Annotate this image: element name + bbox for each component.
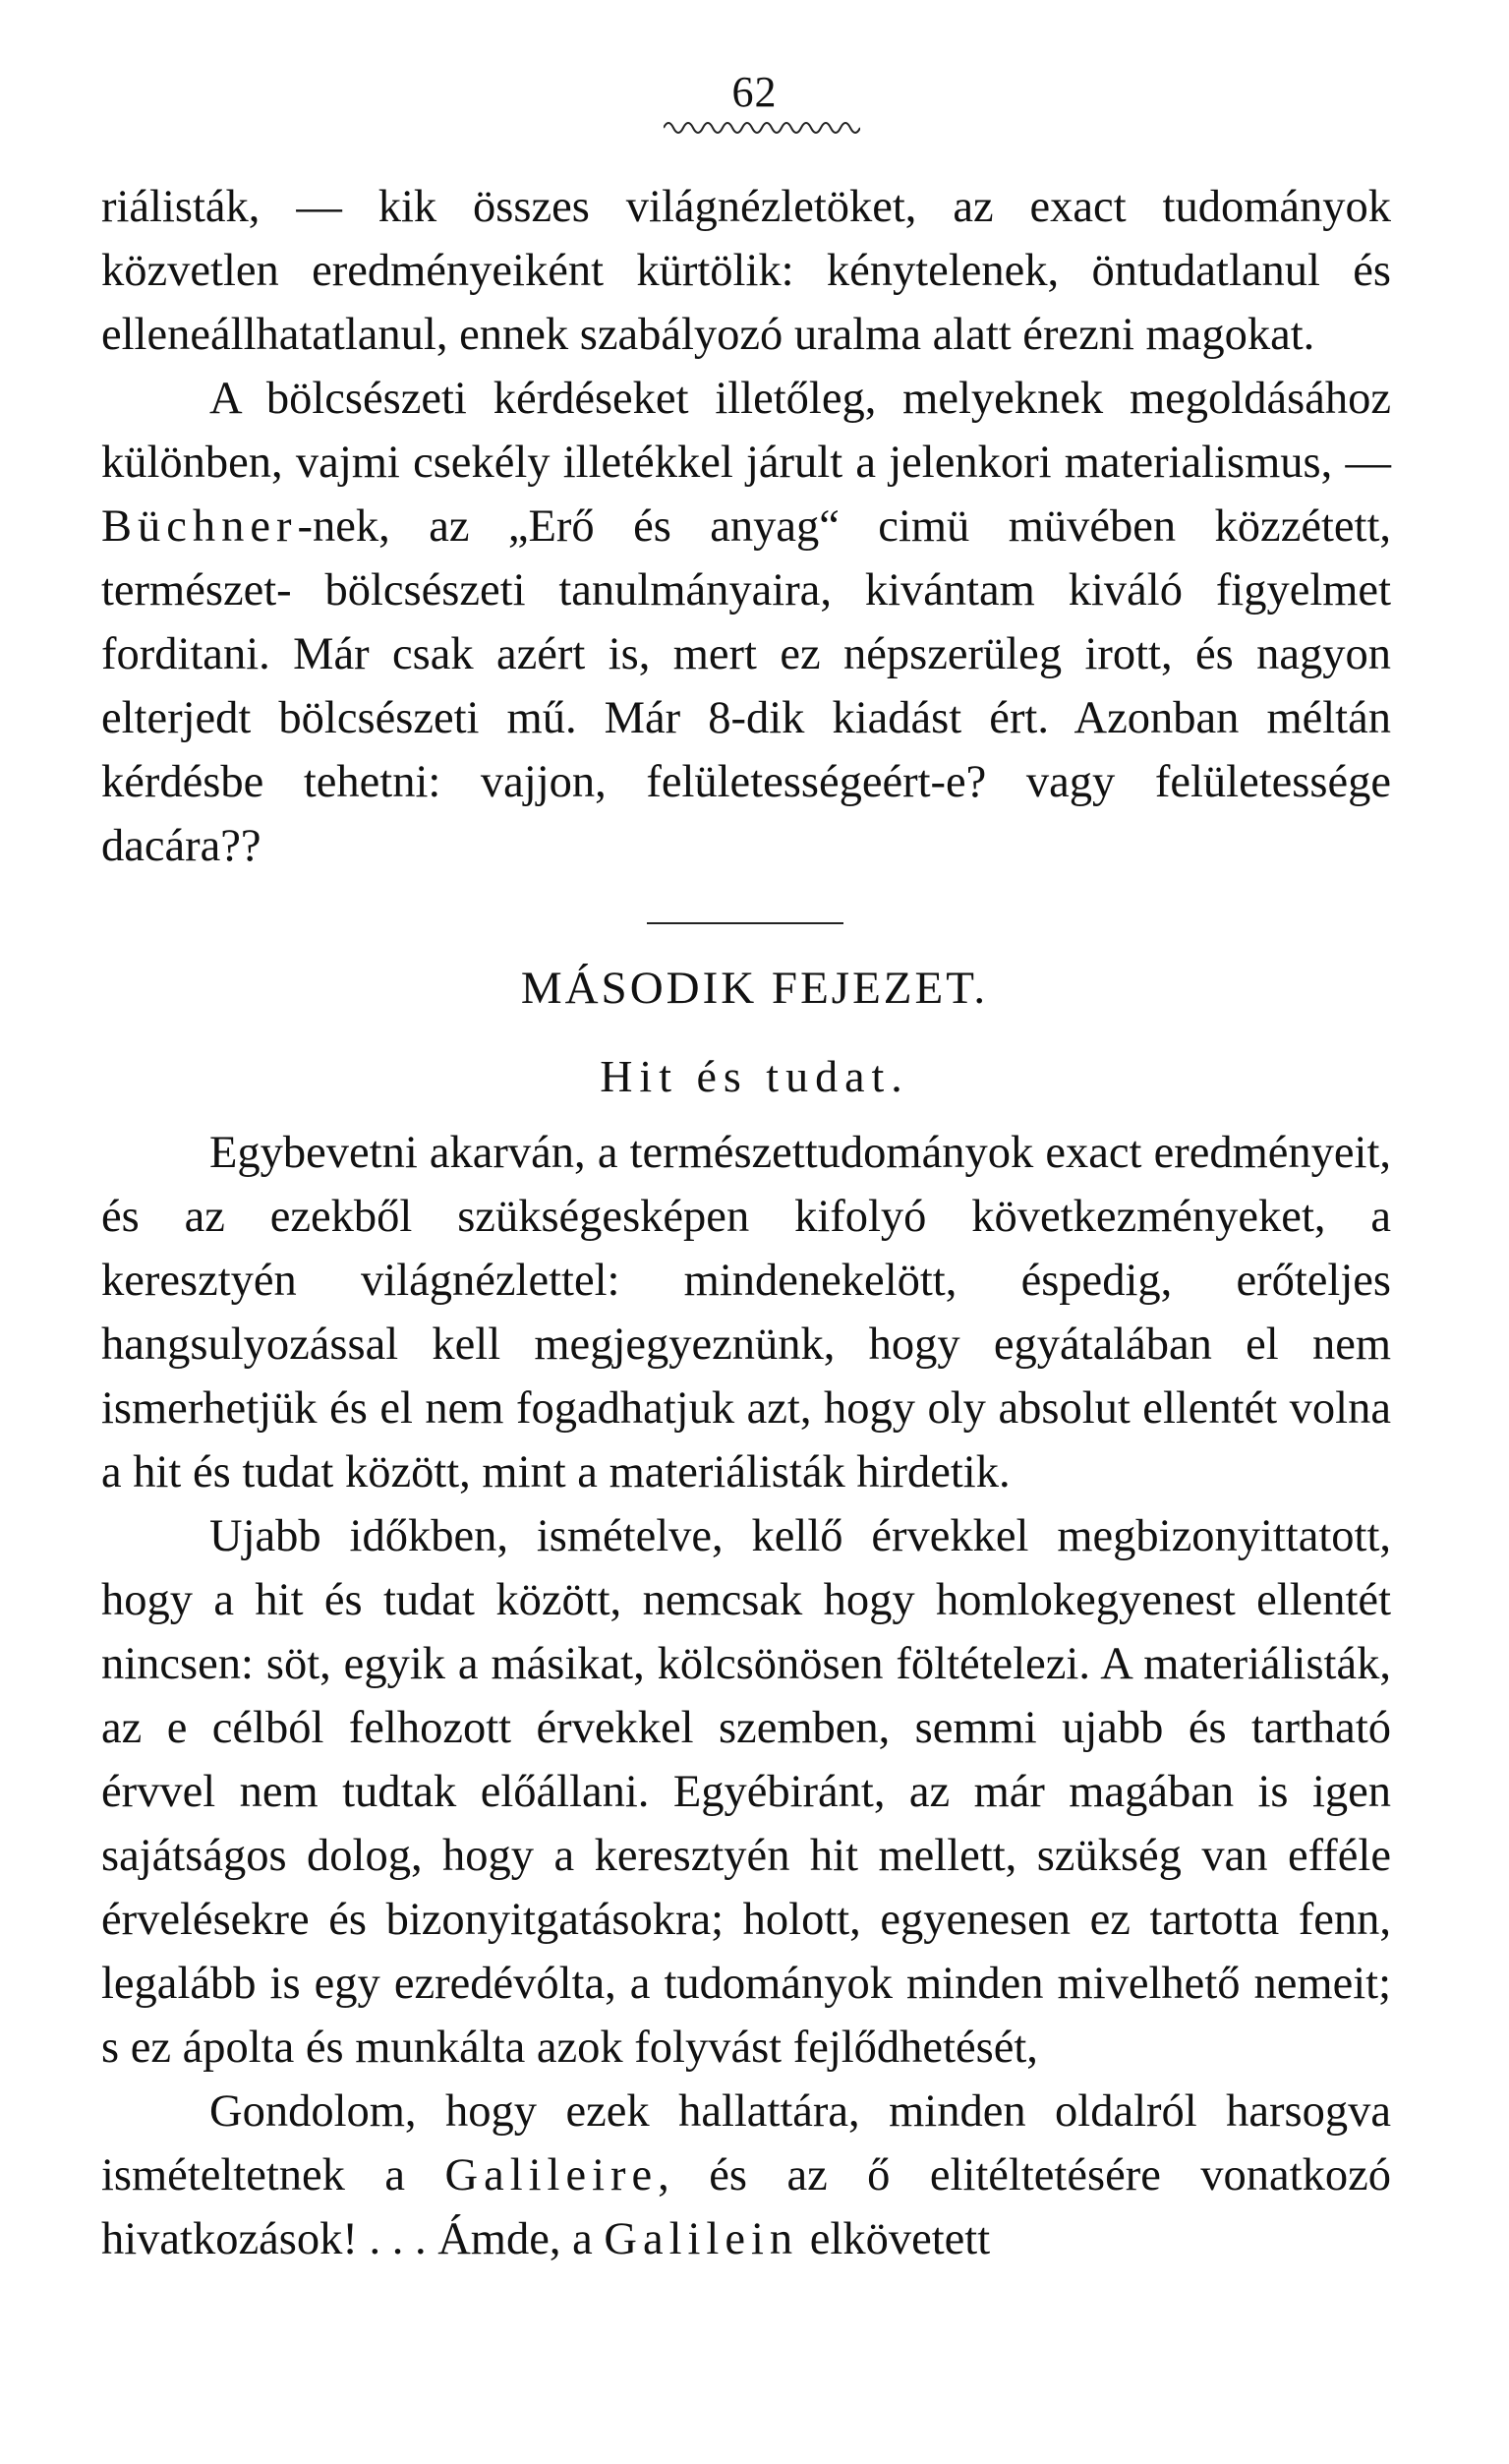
paragraph-continuation: riálisták, — kik összes világnézletöket, az exact tudományok közvetlen eredményeiként kürtölik: kénytelenek, öntudatlanul és elleneállhatatlanul, ennek szabályozó uralma alatt érezni magokat. (101, 182, 1391, 360)
section-divider (647, 922, 843, 924)
paragraph-text: -nek, az „Erő és anyag“ cimü müvében közzétett, természet- bölcsészeti tanulmányaira, kivántam kiváló figyelmet forditani. Már csak azért is, mert ez népszerüleg irott, és nagyon elterjedt bölcsészeti mű. Már 8-dik kiadást ért. Azonban méltán kérdésbe tehetni: vajjon, felületességeért-e? vagy felületessége dacára?? (101, 501, 1391, 871)
main-text-block (101, 1121, 1391, 2271)
paragraph-text: A bölcsészeti kérdéseket illetőleg, melyeknek megoldásához különben, vajmi csekély illetékkel járult a jelenkori materialismus, — (101, 374, 1391, 488)
paragraph-1: Egybevetni akarván, a természettudományok exact eredményeit, és az ezekből szükségesképen kifolyó következményeket, a keresztyén világnézlettel: mindenekelött, éspedig, erőteljes hangsulyozással kell megjegyeznünk, hogy egyátalában el nem ismerhetjük és el nem fogadhatjuk azt, hogy oly absolut ellentét volna a hit és tudat között, mint a materiálisták hirdetik. (101, 1128, 1391, 1497)
paragraph-2: Ujabb időkben, ismételve, kellő érvekkel megbizonyittatott, hogy a hit és tudat között, nemcsak hogy homlokegyenest ellentét nincsen: söt, egyik a másikat, kölcsönösen föltételezi. A materiálisták, az e célból felhozott érvekkel szemben, semmi ujabb és tartható érvvel nem tudtak előállani. Egyébiránt, az már magában is igen sajátságos dolog, hogy a keresztyén hit mellett, szükség van efféle érvelésekre és bizonyitgatásokra; holott, egyenesen ez tartotta fenn, legalább is egy ezredévólta, a tudományok minden mivelhető nemeit; s ez ápolta és munkálta azok folyvást fejlődhetését, (101, 1511, 1391, 2073)
paragraph-buchner (101, 367, 1391, 878)
author-name-buchner: Büchner (101, 501, 298, 552)
name-galilein: Galilein (604, 2214, 799, 2264)
page-number: 62 (731, 68, 778, 116)
paragraph-text: elkövetett (798, 2214, 991, 2264)
top-text-block (101, 175, 1391, 878)
paragraph-text: Gondolom, hogy ezek hallattára, minden oldalról harsogva ismételtetnek a (101, 2086, 1391, 2200)
chapter-subtitle: Hit és tudat. (600, 1051, 909, 1101)
paragraph-3 (101, 2080, 1391, 2271)
paragraph-text: , és az ő elitéltetésére vonatkozó hivatkozások! . . . Ámde, a (101, 2150, 1391, 2264)
ornament-wavy-rule (664, 114, 860, 136)
name-galileire: Galileire (444, 2150, 659, 2200)
chapter-title: MÁSODIK FEJEZET. (520, 963, 989, 1014)
